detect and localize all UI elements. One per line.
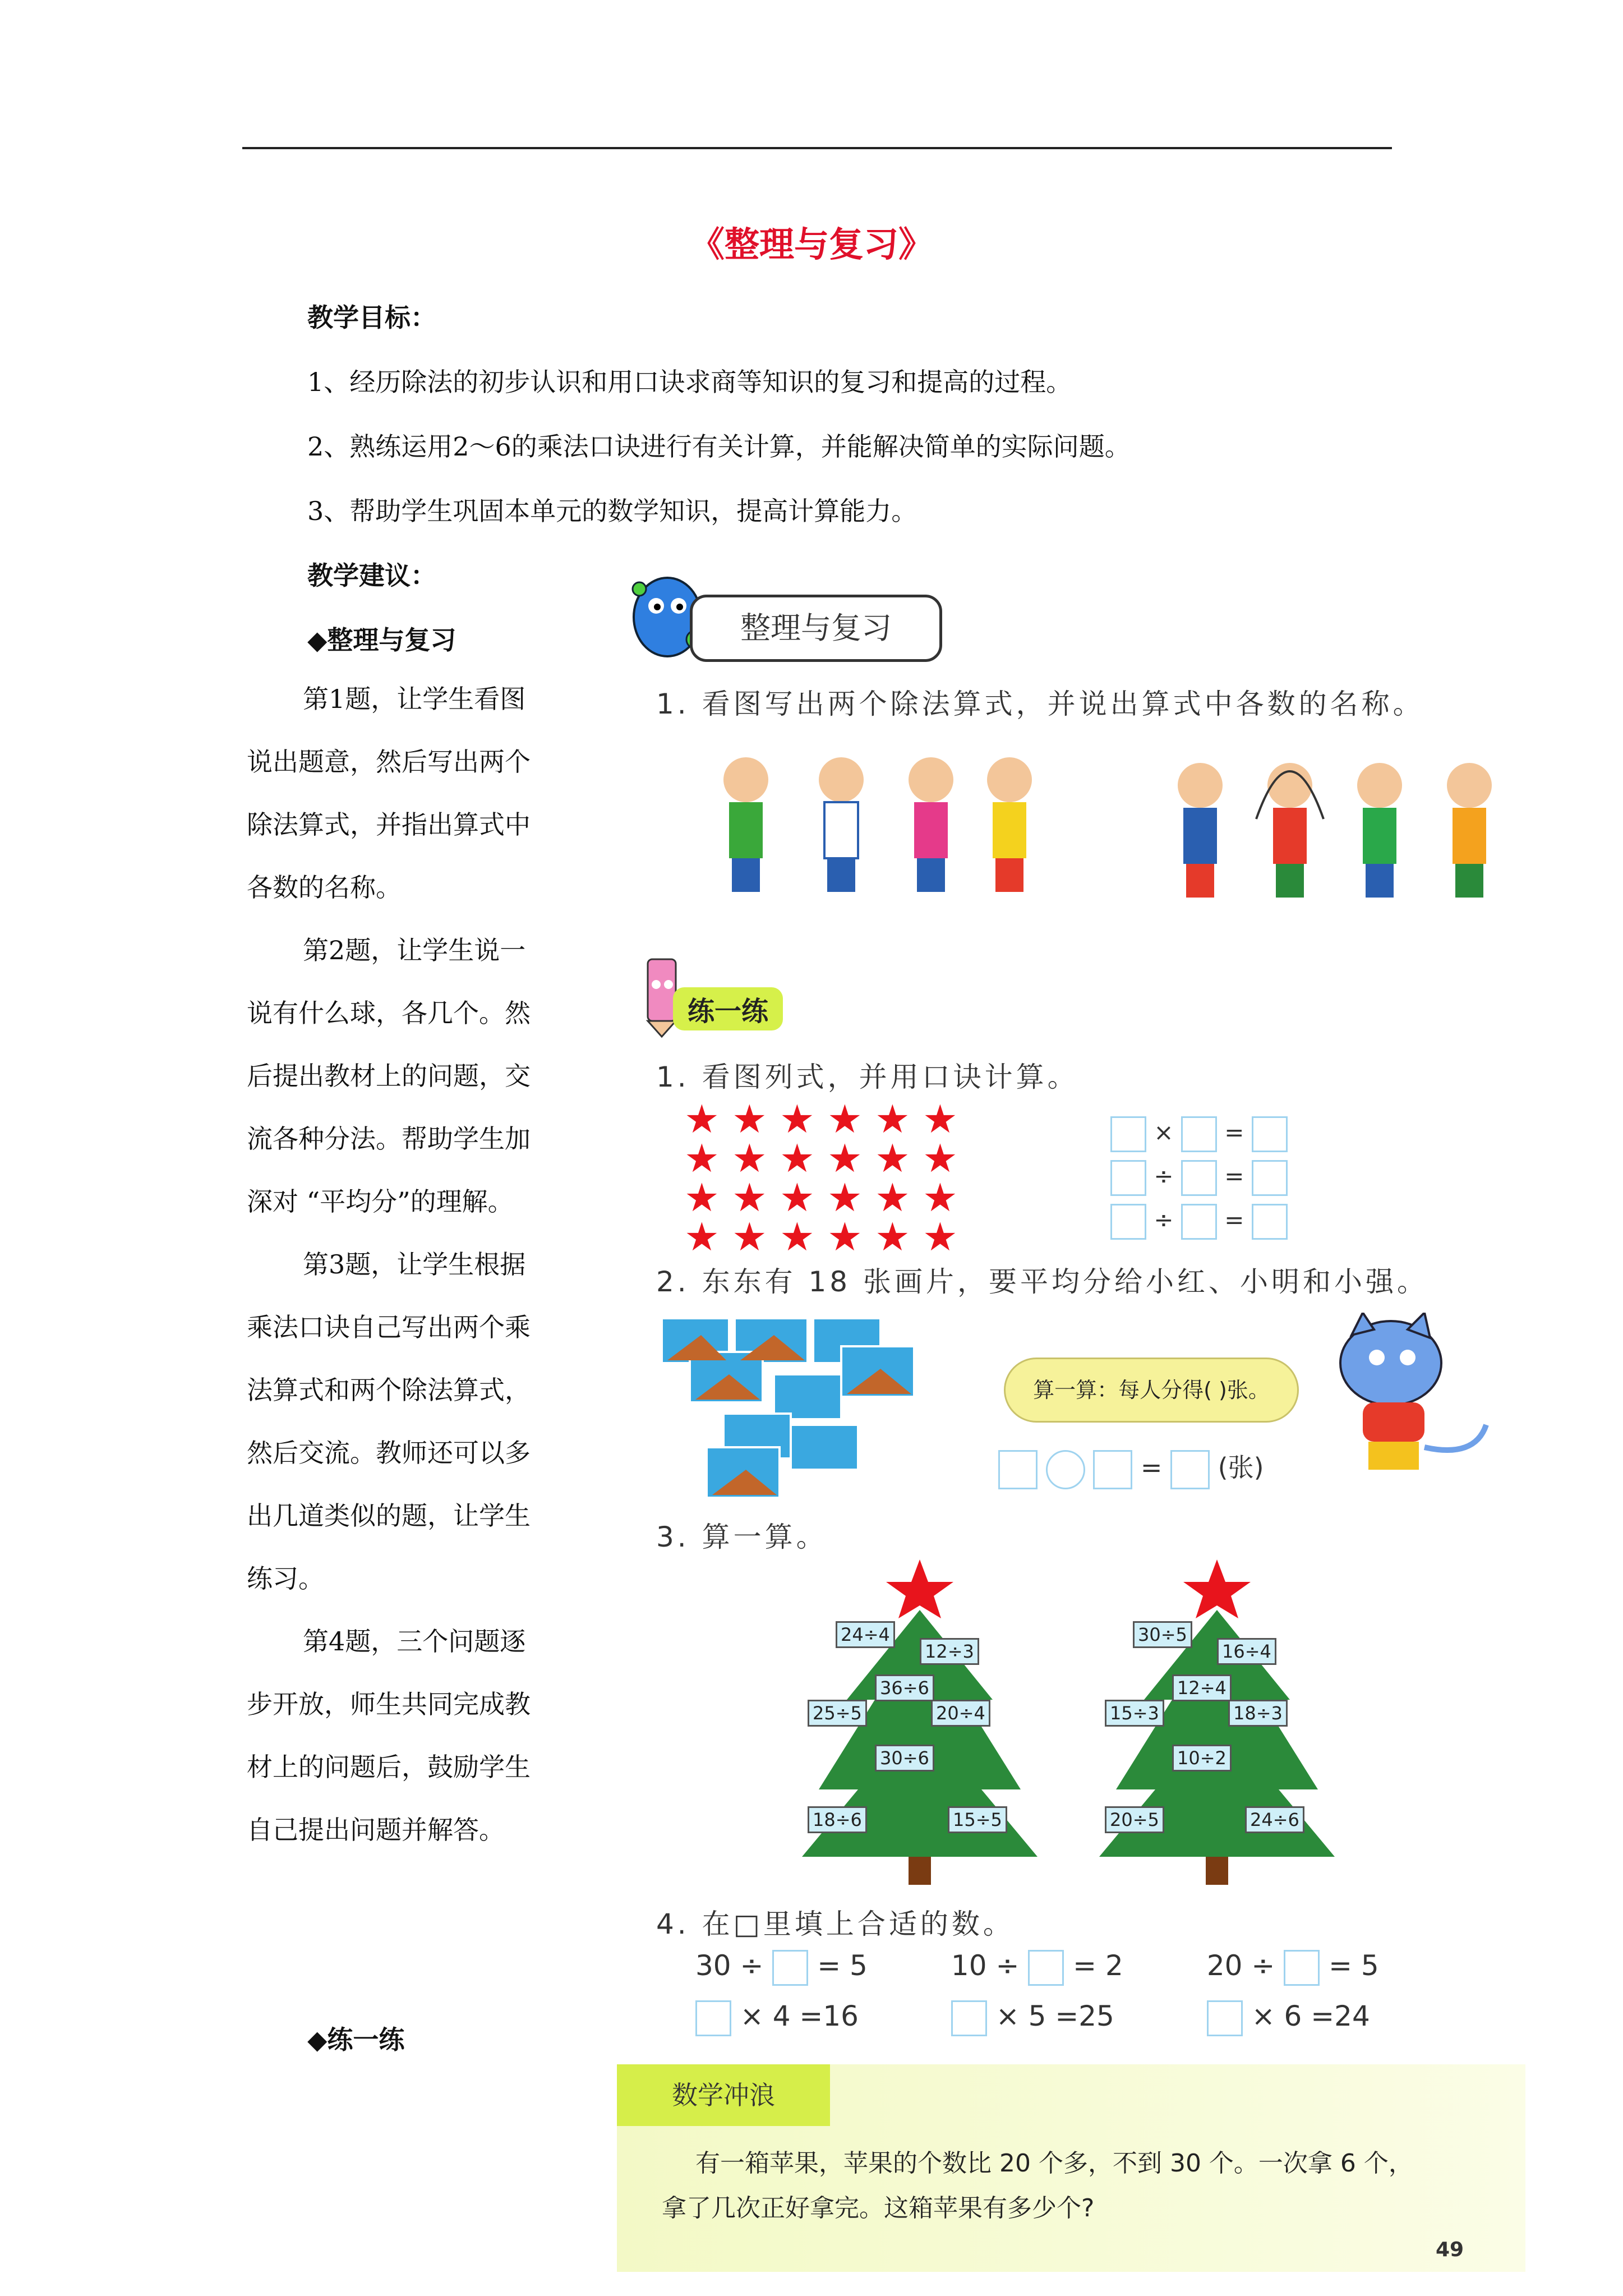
tree-expression: 15÷5 [948, 1806, 1007, 1833]
christmas-tree-2 [1094, 1554, 1340, 1890]
answer-box[interactable] [1028, 1950, 1064, 1986]
fill-item: 20 ÷ = 5 [1207, 1949, 1454, 1986]
note-line: 深对 “平均分”的理解。 [247, 1186, 514, 1217]
math-wave-panel [617, 2064, 1525, 2272]
answer-box[interactable] [1093, 1450, 1132, 1489]
note-line: 材上的问题后，鼓励学生 [247, 1752, 531, 1782]
star-row: ★ ★ ★ ★ ★ ★ [684, 1175, 958, 1221]
note-line: 除法算式，并指出算式中 [247, 809, 531, 840]
note-line: 说出题意，然后写出两个 [247, 747, 531, 777]
star-row: ★ ★ ★ ★ ★ ★ [684, 1214, 958, 1260]
practice-question-2: 2. 东东有 18 张画片，要平均分给小红、小明和小强。 [656, 1266, 1429, 1298]
equation-boxes [1110, 1111, 1288, 1242]
answer-box[interactable] [1110, 1204, 1146, 1240]
tree-expression: 36÷6 [875, 1674, 934, 1701]
note-line: 第1题，让学生看图 [303, 684, 526, 714]
objective-1: 1、经历除法的初步认识和用口诀求商等知识的复习和提高的过程。 [307, 367, 1072, 397]
answer-box[interactable] [1181, 1204, 1217, 1240]
note-line: 第2题，让学生说一 [303, 935, 526, 965]
fill-item: × 5 =25 [951, 2000, 1198, 2036]
review-banner [690, 595, 942, 662]
answer-box[interactable] [1252, 1160, 1288, 1196]
equation-row: × = [1110, 1111, 1288, 1154]
answer-box[interactable] [1252, 1116, 1288, 1152]
note-line: 说有什么球，各几个。然 [247, 998, 531, 1028]
answer-box[interactable] [1181, 1160, 1217, 1196]
cat-mascot-icon [1318, 1313, 1497, 1481]
textbook-image [617, 561, 1525, 2277]
answer-box[interactable] [1252, 1204, 1288, 1240]
answer-box[interactable] [951, 2000, 987, 2036]
teaching-notes [247, 668, 572, 1861]
note-line: 步开放，师生共同完成教 [247, 1689, 531, 1719]
question-1: 1. 看图写出两个除法算式，并说出算式中各数的名称。 [656, 688, 1424, 720]
fill-item: 10 ÷ = 2 [951, 1949, 1198, 1986]
tree-expression: 24÷4 [836, 1621, 895, 1648]
answer-box[interactable] [1110, 1160, 1146, 1196]
fill-row-2 [695, 2000, 1481, 2036]
answer-box[interactable] [1181, 1116, 1217, 1152]
star-row: ★ ★ ★ ★ ★ ★ [684, 1135, 958, 1181]
equation-row: ÷ = [1110, 1198, 1288, 1242]
note-line: 第3题，让学生根据 [303, 1249, 526, 1280]
answer-box[interactable] [1207, 2000, 1243, 2036]
objective-2: 2、熟练运用2～6的乘法口诀进行有关计算，并能解决简单的实际问题。 [307, 431, 1131, 462]
star-grid [684, 1096, 1043, 1260]
note-line: 第4题，三个问题逐 [303, 1626, 526, 1657]
note-line: 然后交流。教师还可以多 [247, 1438, 531, 1468]
tree-expression: 15÷3 [1105, 1700, 1164, 1727]
answer-box[interactable] [998, 1450, 1038, 1489]
answer-box[interactable] [695, 2000, 731, 2036]
note-line: 法算式和两个除法算式， [247, 1375, 531, 1405]
header-rule [242, 147, 1392, 149]
note-line: 各数的名称。 [247, 872, 402, 903]
tree-expression: 12÷4 [1172, 1674, 1232, 1701]
tree-expression: 25÷5 [808, 1700, 867, 1727]
note-line: 流各种分法。帮助学生加 [247, 1124, 531, 1154]
note-line: 后提出教材上的问题，交 [247, 1061, 531, 1091]
math-wave-banner [617, 2064, 830, 2126]
answer-box[interactable] [1170, 1450, 1210, 1489]
tree-expression: 12÷3 [920, 1638, 979, 1665]
math-wave-text-2: 拿了几次正好拿完。这箱苹果有多少个? [662, 2194, 1095, 2223]
tree-expression: 18÷6 [808, 1806, 867, 1833]
answer-box[interactable] [772, 1950, 808, 1986]
tree-expression: 24÷6 [1245, 1806, 1304, 1833]
note-line: 自己提出问题并解答。 [247, 1815, 505, 1845]
fill-item: × 6 =24 [1207, 2000, 1454, 2036]
picture-cards-illustration [656, 1313, 970, 1503]
objectives-heading: 教学目标： [307, 302, 436, 333]
note-line: 出几道类似的题，让学生 [247, 1501, 531, 1531]
page-title: 《整理与复习》 [689, 224, 933, 265]
practice-question-4: 4. 在□里填上合适的数。 [656, 1908, 1015, 1940]
child-figure [723, 757, 768, 892]
operator-circle[interactable] [1046, 1450, 1085, 1489]
answer-row: = (张) [998, 1447, 1264, 1489]
tree-expression: 10÷2 [1172, 1745, 1232, 1772]
tree-expression: 18÷3 [1228, 1700, 1288, 1727]
tree-expression: 30÷6 [875, 1745, 934, 1772]
practice-banner: 练一练 [673, 987, 783, 1030]
fill-item: × 4 =16 [695, 2000, 942, 2036]
answer-box[interactable] [1284, 1950, 1320, 1986]
unit-label: (张) [1218, 1452, 1264, 1483]
section-review-heading: ◆整理与复习 [307, 625, 457, 655]
page-number: 49 [1436, 2238, 1464, 2261]
children-illustration [707, 746, 1503, 926]
objective-3: 3、帮助学生巩固本单元的数学知识，提高计算能力。 [307, 496, 917, 526]
practice-question-1: 1. 看图列式，并用口诀计算。 [656, 1061, 1079, 1093]
tree-expression: 20÷4 [931, 1700, 990, 1727]
christmas-tree-1 [796, 1554, 1043, 1890]
review-banner-label: 整理与复习 [740, 610, 892, 646]
fill-row-1 [695, 1949, 1481, 1986]
answer-box[interactable] [1110, 1116, 1146, 1152]
speech-bubble: 算一算：每人分得( )张。 [1004, 1358, 1299, 1423]
math-wave-text-1: 有一箱苹果，苹果的个数比 20 个多，不到 30 个。一次拿 6 个， [695, 2149, 1413, 2178]
note-line: 练习。 [247, 1563, 324, 1594]
star-row: ★ ★ ★ ★ ★ ★ [684, 1096, 958, 1142]
tree-expression: 30÷5 [1133, 1621, 1192, 1648]
tree-expression: 20÷5 [1105, 1806, 1164, 1833]
math-wave-banner-label: 数学冲浪 [672, 2080, 775, 2110]
equation-row: ÷ = [1110, 1154, 1288, 1198]
tree-expression: 16÷4 [1217, 1638, 1276, 1665]
fill-item: 30 ÷ = 5 [695, 1949, 942, 1986]
practice-question-3: 3. 算一算。 [656, 1521, 828, 1553]
section-practice-heading: ◆练一练 [307, 2024, 405, 2055]
suggestions-heading: 教学建议： [307, 560, 436, 591]
note-line: 乘法口诀自己写出两个乘 [247, 1312, 531, 1342]
